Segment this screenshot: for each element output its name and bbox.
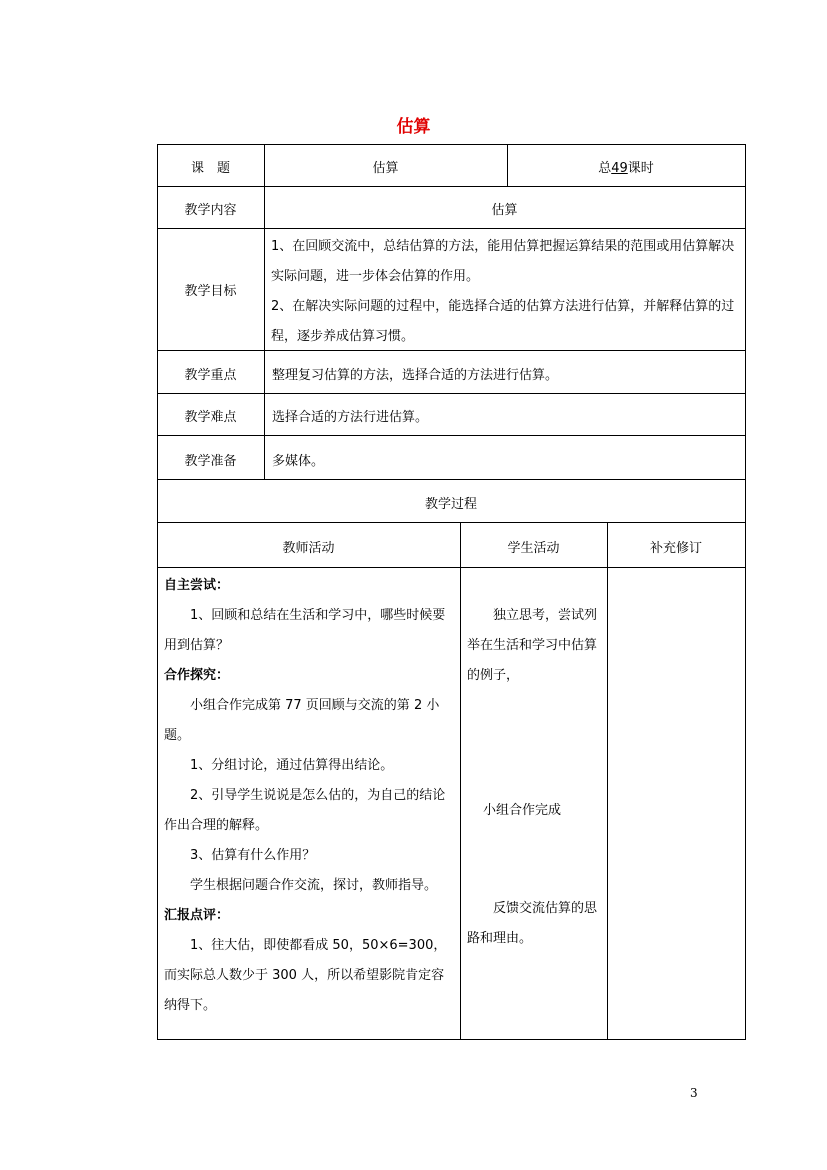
teacher-item: 1、往大估，即使都看成 50，50×6=300，而实际总人数少于 300 人，所以希望影院肯定容纳得下。 — [164, 938, 447, 1013]
teacher-item: 学生根据问题合作交流，探讨，教师指导。 — [190, 878, 438, 893]
table-border-left — [157, 144, 158, 1040]
teacher-item: 2、引导学生说说是怎么估的，为自己的结论作出合理的解释。 — [164, 788, 446, 833]
table-border-bottom — [157, 1039, 746, 1040]
section-self-try: 自主尝试： — [164, 578, 230, 593]
process-title: 教学过程 — [424, 497, 477, 512]
col-notes: 补充修订 — [649, 541, 702, 556]
key-label: 教学重点 — [184, 368, 237, 383]
table-rule — [157, 393, 746, 394]
page-number: 3 — [690, 1086, 698, 1100]
goals-text — [271, 232, 739, 352]
goals-label: 教学目标 — [184, 284, 237, 299]
section-cooperate: 合作探究： — [164, 668, 230, 683]
goal-1: 1、在回顾交流中，总结估算的方法，能用估算把握运算结果的范围或用估算解决实际问题，进一步体会估算的作用。 — [271, 239, 735, 284]
table-rule — [157, 567, 746, 568]
teacher-item: 3、估算有什么作用？ — [190, 848, 316, 863]
table-col-rule — [607, 522, 608, 1039]
teacher-item: 1、回顾和总结在生活和学习中，哪些时候要用到估算？ — [164, 608, 446, 653]
table-rule — [157, 479, 746, 480]
section-report: 汇报点评： — [164, 908, 230, 923]
table-rule — [157, 522, 746, 523]
course-value: 估算 — [372, 161, 399, 176]
col-student-activity: 学生活动 — [507, 541, 560, 556]
teacher-item: 小组合作完成第 77 页回顾与交流的第 2 小题。 — [164, 698, 440, 743]
period-prefix: 总 — [598, 161, 612, 176]
student-activity-2: 小组合作完成 — [483, 803, 562, 818]
prep-label: 教学准备 — [184, 454, 237, 469]
goal-2: 2、在解决实际问题的过程中，能选择合适的估算方法进行估算，并解释估算的过程，逐步养成估算习惯。 — [271, 299, 735, 344]
table-border-right — [745, 144, 746, 1040]
table-rule — [157, 435, 746, 436]
table-border-top — [157, 144, 746, 145]
prep-value: 多媒体。 — [272, 454, 325, 469]
teacher-activity-body — [164, 571, 456, 1021]
course-label: 课 题 — [190, 161, 230, 176]
table-col-rule — [460, 522, 461, 1039]
student-activity-1: 独立思考，尝试列举在生活和学习中估算的例子， — [467, 608, 598, 683]
table-col-rule — [264, 144, 265, 479]
table-rule — [157, 186, 746, 187]
document-title: 估算 — [396, 117, 431, 137]
content-value: 估算 — [491, 203, 518, 218]
period-number: 49 — [611, 161, 628, 176]
period-count — [507, 157, 745, 176]
period-suffix: 课时 — [627, 161, 654, 176]
student-activity-3: 反馈交流估算的思路和理由。 — [467, 901, 598, 946]
difficulty-label: 教学难点 — [184, 410, 237, 425]
lesson-plan-table — [157, 144, 745, 1039]
teacher-item: 1、分组讨论，通过估算得出结论。 — [190, 758, 394, 773]
content-label: 教学内容 — [184, 203, 237, 218]
table-rule — [157, 228, 746, 229]
col-teacher-activity: 教师活动 — [282, 541, 335, 556]
key-value: 整理复习估算的方法，选择合适的方法进行估算。 — [272, 368, 559, 383]
difficulty-value: 选择合适的方法行进估算。 — [272, 410, 429, 425]
